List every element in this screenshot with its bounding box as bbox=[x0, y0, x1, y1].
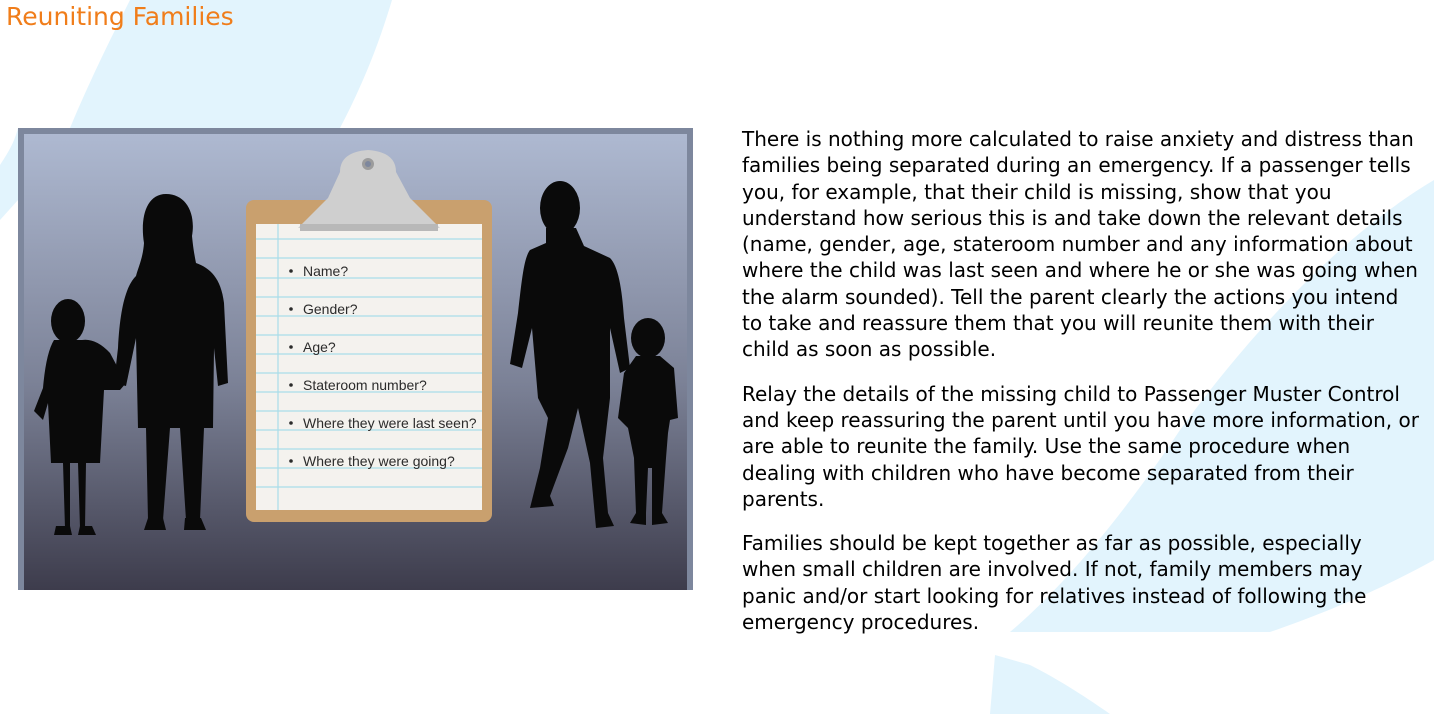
background-swoosh-bottom bbox=[990, 655, 1110, 714]
checklist-item bbox=[289, 377, 427, 393]
checklist-item bbox=[289, 415, 477, 431]
checklist-item-label: Name? bbox=[303, 263, 349, 279]
checklist-item-label: Gender? bbox=[303, 301, 358, 317]
family-illustration bbox=[18, 128, 693, 590]
family-silhouette-clipboard-icon bbox=[18, 128, 693, 590]
paragraph-relay-details: Relay the details of the missing child to Passenger Muster Control and keep reassuring the parent until you have more information, or are able to reunite the family. Use the same procedure when dealing with children who have become separated from their parents. bbox=[742, 381, 1419, 511]
body-text bbox=[742, 126, 1422, 653]
page-title: Reuniting Families bbox=[6, 2, 234, 31]
checklist-item-label: Where they were going? bbox=[303, 453, 455, 469]
checklist-item-label: Age? bbox=[303, 339, 336, 355]
background-swoosh-left-lower bbox=[0, 128, 18, 220]
paragraph-missing-child: There is nothing more calculated to raise anxiety and distress than families being separated during an emergency. If a passenger tells you, for example, that their child is missing, show that you understand how serious this is and take down the relevant details (name, gender, age, stateroom number and any information about where the child was last seen and where he or she was going when the alarm sounded). Tell the parent clearly the actions you intend to take and reassure them that you will reunite them with their child as soon as possible. bbox=[742, 127, 1418, 362]
checklist-item bbox=[289, 453, 455, 469]
paragraph-keep-together: Families should be kept together as far as possible, especially when small children are involved. If not, family members may panic and/or start looking for relatives instead of following the emergency procedures. bbox=[742, 531, 1367, 635]
checklist-item-label: Stateroom number? bbox=[303, 377, 427, 393]
checklist-item-label: Where they were last seen? bbox=[303, 415, 477, 431]
